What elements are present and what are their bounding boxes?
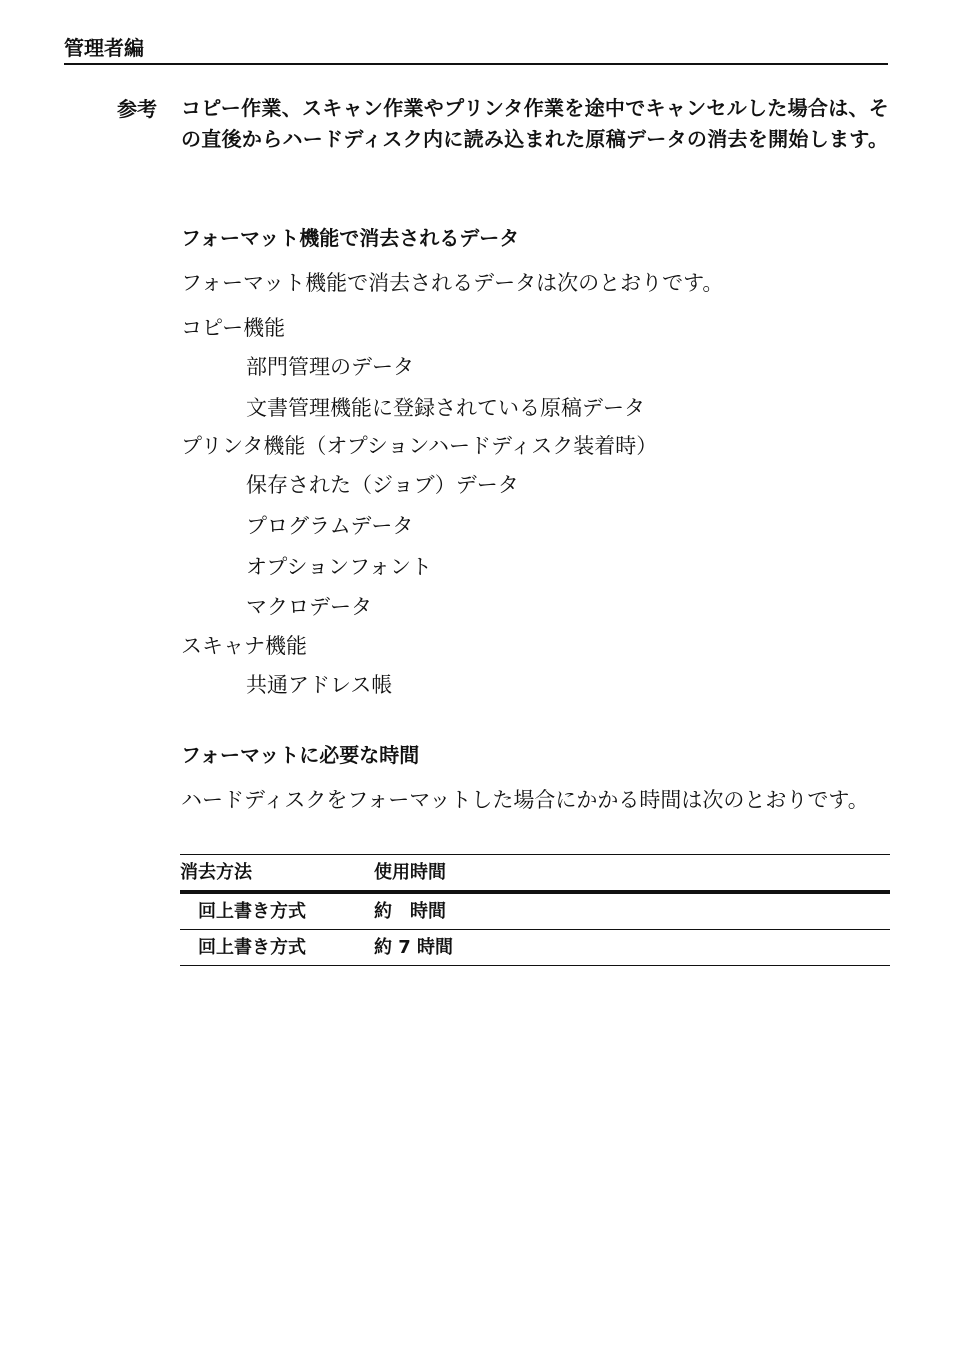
list-item: プログラムデータ: [246, 514, 414, 538]
format-time-table: [180, 854, 890, 966]
note-label: 参考: [117, 97, 157, 121]
note-text: コピー作業、スキャン作業やプリンタ作業を途中でキャンセルした場合は、その直後からハードディスク内に読み込まれた原稿データの消去を開始します。: [181, 96, 890, 151]
header-rule: [64, 63, 888, 65]
table-cell: 約 時間: [374, 901, 446, 922]
table-bottom-rule: [180, 965, 890, 966]
table-header-cell: 消去方法: [180, 862, 252, 883]
section-heading-erased-data: フォーマット機能で消去されるデータ: [181, 226, 520, 250]
group-label-copy: コピー機能: [181, 316, 286, 340]
table-header-row: [180, 855, 890, 890]
table-row: [180, 930, 890, 965]
page-header-title: 管理者編: [64, 36, 144, 60]
list-item: 部門管理のデータ: [246, 355, 414, 379]
group-label-printer: プリンタ機能（オプションハードディスク装着時）: [181, 434, 658, 458]
table-row: [180, 894, 890, 929]
list-item: 文書管理機能に登録されている原稿データ: [246, 396, 645, 420]
table-cell: 約 7 時間: [374, 937, 454, 958]
list-item: オプションフォント: [246, 555, 433, 579]
table-cell: 回上書き方式: [198, 901, 306, 922]
list-item: 共通アドレス帳: [246, 673, 393, 697]
list-item: 保存された（ジョブ）データ: [246, 473, 519, 497]
list-item: マクロデータ: [246, 595, 372, 619]
group-label-scanner: スキャナ機能: [181, 634, 307, 658]
section-intro-format-time: ハードディスクをフォーマットした場合にかかる時間は次のとおりです。: [181, 788, 869, 812]
table-cell: 回上書き方式: [198, 937, 306, 958]
section-heading-format-time: フォーマットに必要な時間: [181, 743, 420, 767]
table-header-cell: 使用時間: [374, 862, 446, 883]
section-intro-erased-data: フォーマット機能で消去されるデータは次のとおりです。: [181, 271, 724, 295]
